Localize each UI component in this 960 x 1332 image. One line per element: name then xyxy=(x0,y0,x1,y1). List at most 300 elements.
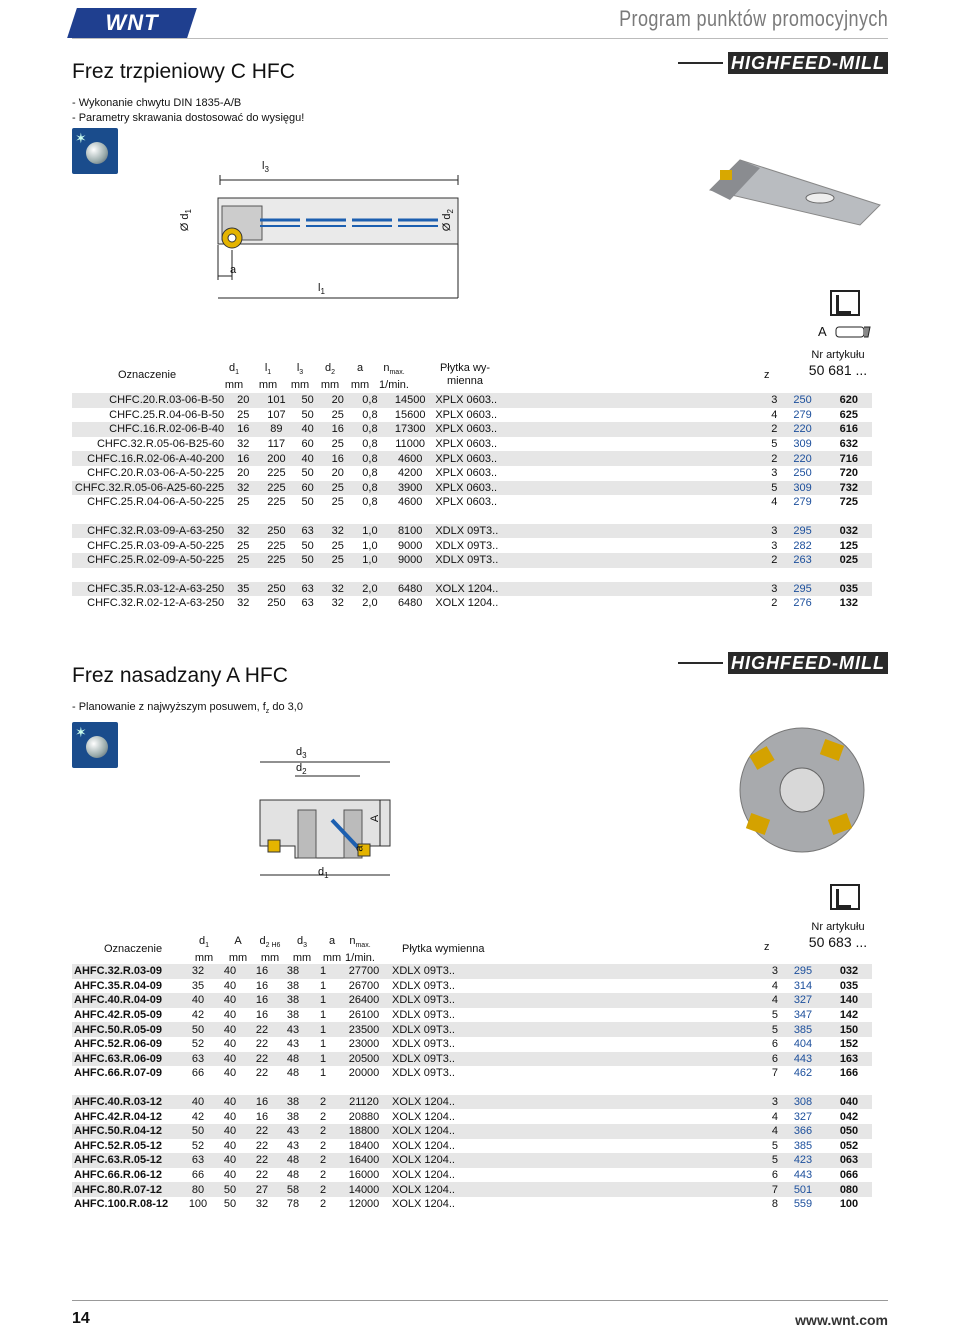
table-cell: 9000 xyxy=(387,553,433,568)
dim-d2: Ø $d_2$ xyxy=(441,209,456,232)
designation-cell: CHFC.25.R.03-09-A-50-225 xyxy=(87,539,225,552)
table-cell: 501 xyxy=(780,1182,826,1197)
table-row xyxy=(72,1168,872,1183)
table-cell: 25 xyxy=(237,496,250,509)
bullet-2: - Parametry skrawania dostosować do wysięgu! xyxy=(72,112,305,124)
table-cell: 50 xyxy=(301,467,314,480)
header2-oznaczenie: Oznaczenie xyxy=(104,943,163,955)
shank-mill-drawing xyxy=(170,150,480,300)
table-cell: 22 xyxy=(246,1124,278,1139)
section1-bullets xyxy=(72,96,304,126)
table-cell: 18400 xyxy=(348,1139,380,1152)
table-cell: 89 xyxy=(260,422,292,437)
table-row xyxy=(72,1066,872,1081)
designation-cell: AHFC.42.R.04-12 xyxy=(74,1110,163,1123)
table-cell: 725 xyxy=(839,496,858,509)
table-cell: 6 xyxy=(500,1052,780,1067)
table-cell: 2 xyxy=(554,553,779,568)
table-cell: 250 xyxy=(267,597,286,610)
table-cell: 200 xyxy=(260,451,292,466)
table-cell: 4 xyxy=(771,979,778,992)
table-cell: 2,0 xyxy=(362,597,378,610)
table-cell: 250 xyxy=(260,524,292,539)
table-cell: 40 xyxy=(214,993,246,1008)
table-cell: 250 xyxy=(793,467,812,480)
table-row xyxy=(72,1095,872,1110)
table-cell: XDLX 09T3.. xyxy=(390,1052,500,1067)
table-cell: 025 xyxy=(826,553,872,568)
table-cell: 63 xyxy=(301,597,314,610)
table-cell: XDLX 09T3.. xyxy=(390,1022,500,1037)
material-steel-icon-2 xyxy=(72,722,118,768)
table-cell: 38 xyxy=(278,993,308,1008)
table-cell: 63 xyxy=(293,582,323,597)
page-number: 14 xyxy=(72,1310,90,1327)
table-cell: 26400 xyxy=(338,993,390,1008)
table-cell: 2 xyxy=(308,1095,338,1110)
designation-cell: AHFC.66.R.06-12 xyxy=(74,1169,163,1182)
table-cell: 40 xyxy=(293,451,323,466)
table-cell: 225 xyxy=(260,553,292,568)
table-cell: 4600 xyxy=(397,496,423,509)
table-cell: 0,8 xyxy=(353,481,387,496)
table-cell: 16 xyxy=(226,422,260,437)
table-cell: 225 xyxy=(267,496,286,509)
table-cell: 25 xyxy=(237,539,250,552)
table-cell: 1,0 xyxy=(353,524,387,539)
column-header-3: $d_2$ mm xyxy=(320,362,340,392)
column-header-0: $d_1$ mm xyxy=(224,362,244,392)
designation-cell: AHFC.50.R.05-09 xyxy=(72,1022,182,1037)
table-cell: 152 xyxy=(839,1038,859,1051)
table-cell: XPLX 0603.. xyxy=(433,393,554,408)
table-cell: 16 xyxy=(323,451,353,466)
table-cell: XOLX 1204.. xyxy=(390,1124,500,1139)
table-cell: 032 xyxy=(826,964,872,979)
table-cell: 032 xyxy=(826,524,872,539)
table-cell: 38 xyxy=(286,1009,300,1022)
table-cell: XPLX 0603.. xyxy=(435,438,498,451)
table-cell: 279 xyxy=(793,408,812,421)
table-cell: 347 xyxy=(793,1009,813,1022)
header-nr-artykulu: Nr artykułu xyxy=(811,349,865,361)
table-cell: 035 xyxy=(839,979,859,992)
table-cell: 276 xyxy=(793,597,812,610)
table-cell: 4 xyxy=(500,993,780,1008)
table-cell: 63 xyxy=(182,1052,214,1067)
table-cell: 5 xyxy=(500,1153,780,1168)
table-cell: XOLX 1204.. xyxy=(392,1198,455,1211)
table-cell: 43 xyxy=(278,1124,308,1139)
table-cell: 8 xyxy=(771,1198,778,1211)
table-cell: 25 xyxy=(331,496,344,509)
table-cell: XDLX 09T3.. xyxy=(390,964,500,979)
table-cell: 2 xyxy=(319,1198,327,1211)
section2-bullet: - Planowanie z najwyższym posuwem, $f_z$ do 3,0 xyxy=(72,701,303,716)
table-cell: 21120 xyxy=(338,1095,390,1110)
designation-cell: CHFC.25.R.02-09-A-50-225 xyxy=(72,553,226,568)
table-cell: 38 xyxy=(278,964,308,979)
table-row xyxy=(72,524,872,539)
table-cell: 2 xyxy=(554,422,779,437)
table-cell: 38 xyxy=(278,1095,308,1110)
table-cell: XDLX 09T3.. xyxy=(392,1067,455,1080)
table-cell: 3900 xyxy=(387,481,433,496)
table-row xyxy=(72,1008,872,1023)
dim-a: a xyxy=(230,264,237,276)
rays-icon: ✶ xyxy=(75,130,87,146)
column-header-1: $l_1$ mm xyxy=(258,362,278,392)
type-a-label: A xyxy=(818,324,827,339)
table-cell: 309 xyxy=(779,481,825,496)
designation-cell: CHFC.32.R.03-09-A-63-250 xyxy=(72,524,226,539)
table-row xyxy=(72,596,872,611)
table-cell: 1 xyxy=(308,964,338,979)
table-cell: 16 xyxy=(246,964,278,979)
table-cell: 0,8 xyxy=(362,408,378,421)
table-cell: 125 xyxy=(839,539,858,552)
table-cell: XOLX 1204.. xyxy=(392,1110,455,1123)
table-cell: 1 xyxy=(308,993,338,1008)
table-cell: XDLX 09T3.. xyxy=(392,1038,455,1051)
column-header-2: $d_{2 H6}$ mm xyxy=(259,935,281,965)
table-cell: 14000 xyxy=(338,1182,390,1197)
dim-d1-face: $d_1$ xyxy=(318,866,329,881)
table-cell: 1 xyxy=(319,1009,327,1022)
table-cell: 50 xyxy=(301,408,314,421)
table-cell: 16400 xyxy=(338,1153,390,1168)
table-cell: 16000 xyxy=(348,1169,380,1182)
table-cell: 4 xyxy=(771,1110,778,1123)
table-cell: XDLX 09T3.. xyxy=(435,539,499,552)
table-cell: 132 xyxy=(839,597,858,610)
table-cell: 15600 xyxy=(394,408,426,421)
table-cell: 32 xyxy=(331,597,344,610)
dim-a-face: a xyxy=(353,845,366,852)
table-cell: 100 xyxy=(839,1198,859,1211)
table-row xyxy=(72,1124,872,1139)
designation-cell: AHFC.50.R.04-12 xyxy=(72,1124,182,1139)
table-cell: 40 xyxy=(214,1153,246,1168)
table-cell: 423 xyxy=(780,1153,826,1168)
table-cell: 16 xyxy=(246,1095,278,1110)
column-header-0: $d_1$ mm xyxy=(194,935,214,965)
table-cell: 42 xyxy=(191,1009,205,1022)
column-header-5: $n_{max.}$ 1/min. xyxy=(345,935,375,965)
table-cell: 26100 xyxy=(348,1009,380,1022)
designation-cell: CHFC.32.R.05-06-B25-60 xyxy=(96,438,225,451)
table-cell: 32 xyxy=(237,438,250,451)
dim-d3: $d_3$ xyxy=(296,746,307,761)
table-row xyxy=(72,1182,872,1197)
table-cell: 0,8 xyxy=(353,393,387,408)
table-cell: 22 xyxy=(246,1052,278,1067)
table-cell: XPLX 0603.. xyxy=(435,408,498,421)
table-cell: 5 xyxy=(500,1022,780,1037)
table-cell: 20500 xyxy=(338,1052,390,1067)
shank-mill-photo xyxy=(700,120,890,230)
designation-cell: CHFC.16.R.02-06-B-40 xyxy=(72,422,226,437)
header2-plytka: Płytka wymienna xyxy=(402,943,485,955)
column-header-4: a mm xyxy=(322,935,342,965)
table-cell: 1 xyxy=(308,1052,338,1067)
table-cell: 220 xyxy=(779,422,825,437)
table-cell: 50 xyxy=(182,1022,214,1037)
table-cell: XOLX 1204.. xyxy=(435,597,499,610)
table-cell: 16 xyxy=(323,422,353,437)
table-cell: 066 xyxy=(839,1169,859,1182)
table-cell: 632 xyxy=(839,438,858,451)
table-cell: XPLX 0603.. xyxy=(433,422,554,437)
table-cell: XPLX 0603.. xyxy=(435,496,498,509)
table-cell: 220 xyxy=(779,451,825,466)
dim-d1: Ø $d_1$ xyxy=(179,209,194,232)
table-cell: 385 xyxy=(793,1139,813,1152)
table-cell: 142 xyxy=(839,1009,859,1022)
designation-cell: AHFC.42.R.05-09 xyxy=(74,1009,163,1022)
table-cell: 616 xyxy=(826,422,872,437)
table-cell: 3 xyxy=(500,1095,780,1110)
column-header-2: $l_3$ mm xyxy=(290,362,310,392)
table-cell: 620 xyxy=(826,393,872,408)
designation-cell: CHFC.25.R.04-06-A-50-225 xyxy=(87,496,225,509)
table-cell: 20 xyxy=(237,467,250,480)
table-cell: 40 xyxy=(214,1124,246,1139)
table-cell: 4200 xyxy=(397,467,423,480)
table-cell: 327 xyxy=(780,993,826,1008)
table-cell: 16 xyxy=(246,993,278,1008)
table-cell: 23500 xyxy=(338,1022,390,1037)
table-cell: 6480 xyxy=(397,597,423,610)
table-cell: 3 xyxy=(771,467,778,480)
table-cell: 12000 xyxy=(348,1198,380,1211)
table-cell: XOLX 1204.. xyxy=(392,1169,455,1182)
designation-cell: AHFC.52.R.06-09 xyxy=(74,1038,163,1051)
dim-l3: $l_3$ xyxy=(262,160,269,175)
designation-cell: AHFC.40.R.03-12 xyxy=(72,1095,182,1110)
table-cell: 716 xyxy=(826,451,872,466)
table-cell: 625 xyxy=(839,408,858,421)
table-cell: 2 xyxy=(308,1153,338,1168)
table-cell: 101 xyxy=(260,393,292,408)
table-cell: 50 xyxy=(214,1182,246,1197)
table-cell: 25 xyxy=(331,408,344,421)
table-row xyxy=(72,1109,872,1124)
face-mill-table xyxy=(72,964,872,1212)
table-cell: 462 xyxy=(793,1067,813,1080)
header2-nr-artykulu: Nr artykułu xyxy=(811,921,865,933)
table-cell: XOLX 1204.. xyxy=(433,582,554,597)
designation-cell: AHFC.80.R.07-12 xyxy=(72,1182,182,1197)
designation-cell: CHFC.35.R.03-12-A-63-250 xyxy=(72,582,226,597)
table-cell: 0,8 xyxy=(362,438,378,451)
table-cell: 8100 xyxy=(387,524,433,539)
table-cell: 250 xyxy=(779,393,825,408)
designation-cell: CHFC.20.R.03-06-B-50 xyxy=(72,393,226,408)
table-cell: 2 xyxy=(319,1110,327,1123)
table-row xyxy=(72,393,872,408)
table-cell: 42 xyxy=(191,1110,205,1123)
table-cell: 2 xyxy=(554,451,779,466)
column-header-1: A mm xyxy=(228,935,248,965)
table-cell: 60 xyxy=(301,438,314,451)
table-cell: 22 xyxy=(255,1038,269,1051)
table-row xyxy=(72,408,872,423)
table-row xyxy=(72,553,872,568)
table-cell: 050 xyxy=(826,1124,872,1139)
table-cell: 3 xyxy=(500,964,780,979)
table-row xyxy=(72,451,872,466)
table-cell: 25 xyxy=(237,408,250,421)
table-cell: 48 xyxy=(286,1169,300,1182)
table-cell: 140 xyxy=(826,993,872,1008)
table-cell: 23000 xyxy=(348,1038,380,1051)
table-cell: XOLX 1204.. xyxy=(392,1139,455,1152)
designation-cell: AHFC.63.R.06-09 xyxy=(72,1052,182,1067)
table-cell: 32 xyxy=(255,1198,269,1211)
table-cell: 3 xyxy=(554,393,779,408)
table-cell: 38 xyxy=(286,979,300,992)
table-cell: 63 xyxy=(182,1153,214,1168)
table-cell: 17300 xyxy=(387,422,433,437)
table-cell: 295 xyxy=(779,524,825,539)
wnt-logo: WNT xyxy=(67,8,197,38)
table-cell: 40 xyxy=(182,1095,214,1110)
table-cell: 25 xyxy=(323,481,353,496)
table-cell: XDLX 09T3.. xyxy=(433,524,554,539)
table-row xyxy=(72,437,872,452)
table-cell: 20000 xyxy=(348,1067,380,1080)
designation-cell: AHFC.32.R.03-09 xyxy=(72,964,182,979)
designation-cell: AHFC.66.R.07-09 xyxy=(74,1067,163,1080)
header-nr-code: 50 681 ... xyxy=(808,362,868,378)
table-cell: 042 xyxy=(839,1110,859,1123)
table-selection-icon xyxy=(830,290,860,316)
table-cell: 78 xyxy=(286,1198,300,1211)
table-cell: 48 xyxy=(278,1153,308,1168)
table-cell: XPLX 0603.. xyxy=(435,467,498,480)
table-cell: 7 xyxy=(500,1182,780,1197)
table-row xyxy=(72,964,872,979)
table-cell: 2 xyxy=(319,1169,327,1182)
table-cell: 0,8 xyxy=(362,496,378,509)
table-cell: 25 xyxy=(331,438,344,451)
table-cell: XDLX 09T3.. xyxy=(392,1009,455,1022)
table-cell: XDLX 09T3.. xyxy=(392,979,455,992)
table-cell: 404 xyxy=(793,1038,813,1051)
table-cell: 0,8 xyxy=(353,422,387,437)
bullet-1: - Wykonanie chwytu DIN 1835-A/B xyxy=(72,97,242,109)
table-cell: 40 xyxy=(223,979,237,992)
table-cell: 25 xyxy=(331,539,344,552)
table-cell: 5 xyxy=(771,438,778,451)
table-cell: 4 xyxy=(771,408,778,421)
table-selection-icon-2 xyxy=(830,884,860,910)
table-cell: 60 xyxy=(293,481,323,496)
table-cell: 40 xyxy=(293,422,323,437)
table-row xyxy=(72,1037,872,1052)
table-cell: 40 xyxy=(214,1095,246,1110)
table-cell: 225 xyxy=(260,481,292,496)
table-cell: 6 xyxy=(771,1038,778,1051)
header-divider xyxy=(72,38,888,39)
table-row xyxy=(72,495,872,510)
table-cell: 282 xyxy=(793,539,812,552)
table-cell: 35 xyxy=(226,582,260,597)
table-row xyxy=(72,1022,872,1037)
designation-cell: CHFC.25.R.04-06-B-50 xyxy=(109,408,225,421)
table-cell: 38 xyxy=(286,1110,300,1123)
table-cell: 27700 xyxy=(338,964,390,979)
table-cell: 40 xyxy=(223,1009,237,1022)
table-cell: 32 xyxy=(237,597,250,610)
table-cell: 150 xyxy=(826,1022,872,1037)
table-cell: 163 xyxy=(826,1052,872,1067)
section2-title: Frez nasadzany A HFC xyxy=(72,664,288,687)
designation-cell: AHFC.40.R.04-09 xyxy=(72,993,182,1008)
designation-cell: CHFC.20.R.03-06-A-50-225 xyxy=(87,467,225,480)
dim-d2-face: $d_2$ xyxy=(296,762,307,777)
table-cell: 4 xyxy=(771,496,778,509)
table-row xyxy=(72,1052,872,1067)
table-cell: 4 xyxy=(500,1124,780,1139)
type-a-shank-icon xyxy=(834,324,874,340)
table-cell: 20 xyxy=(226,393,260,408)
table-cell: 40 xyxy=(182,993,214,1008)
table-cell: 1 xyxy=(319,1067,327,1080)
footer-divider xyxy=(72,1300,888,1301)
table-cell: 43 xyxy=(286,1038,300,1051)
table-cell: 2,0 xyxy=(353,582,387,597)
table-cell: 0,8 xyxy=(362,467,378,480)
table-cell: 732 xyxy=(826,481,872,496)
table-cell: 40 xyxy=(223,1139,237,1152)
table-cell: 40 xyxy=(223,1110,237,1123)
highfeed-mill-banner: HIGHFEED-MILL xyxy=(728,52,888,74)
website-link[interactable]: www.wnt.com xyxy=(795,1312,888,1328)
table-cell: 52 xyxy=(191,1038,205,1051)
table-cell: 1 xyxy=(319,979,327,992)
table-row xyxy=(72,466,872,481)
table-row xyxy=(72,582,872,597)
table-cell: XDLX 09T3.. xyxy=(390,993,500,1008)
table-cell: 1 xyxy=(319,1038,327,1051)
rays-icon: ✶ xyxy=(75,724,87,740)
table-cell: 4600 xyxy=(387,451,433,466)
table-cell: 16 xyxy=(255,1009,269,1022)
table-cell: 063 xyxy=(826,1153,872,1168)
table-cell: 25 xyxy=(226,553,260,568)
table-cell: 20880 xyxy=(348,1110,380,1123)
dim-l1: $l_1$ xyxy=(318,282,325,297)
table-cell: 309 xyxy=(793,438,812,451)
header-oznaczenie: Oznaczenie xyxy=(118,369,177,381)
table-cell: 295 xyxy=(780,964,826,979)
table-cell: 50 xyxy=(301,496,314,509)
table-cell: 50 xyxy=(223,1198,237,1211)
designation-cell: CHFC.16.R.02-06-A-40-200 xyxy=(72,451,226,466)
table-cell: 50 xyxy=(301,539,314,552)
table-cell: 20 xyxy=(331,467,344,480)
table-cell: 50 xyxy=(293,553,323,568)
table-cell: 50 xyxy=(293,393,323,408)
table-cell: 52 xyxy=(191,1139,205,1152)
column-header-4: a mm xyxy=(350,362,370,392)
table-cell: 32 xyxy=(323,582,353,597)
table-cell: 40 xyxy=(223,1067,237,1080)
designation-cell: AHFC.63.R.05-12 xyxy=(72,1153,182,1168)
table-cell: 22 xyxy=(246,1022,278,1037)
